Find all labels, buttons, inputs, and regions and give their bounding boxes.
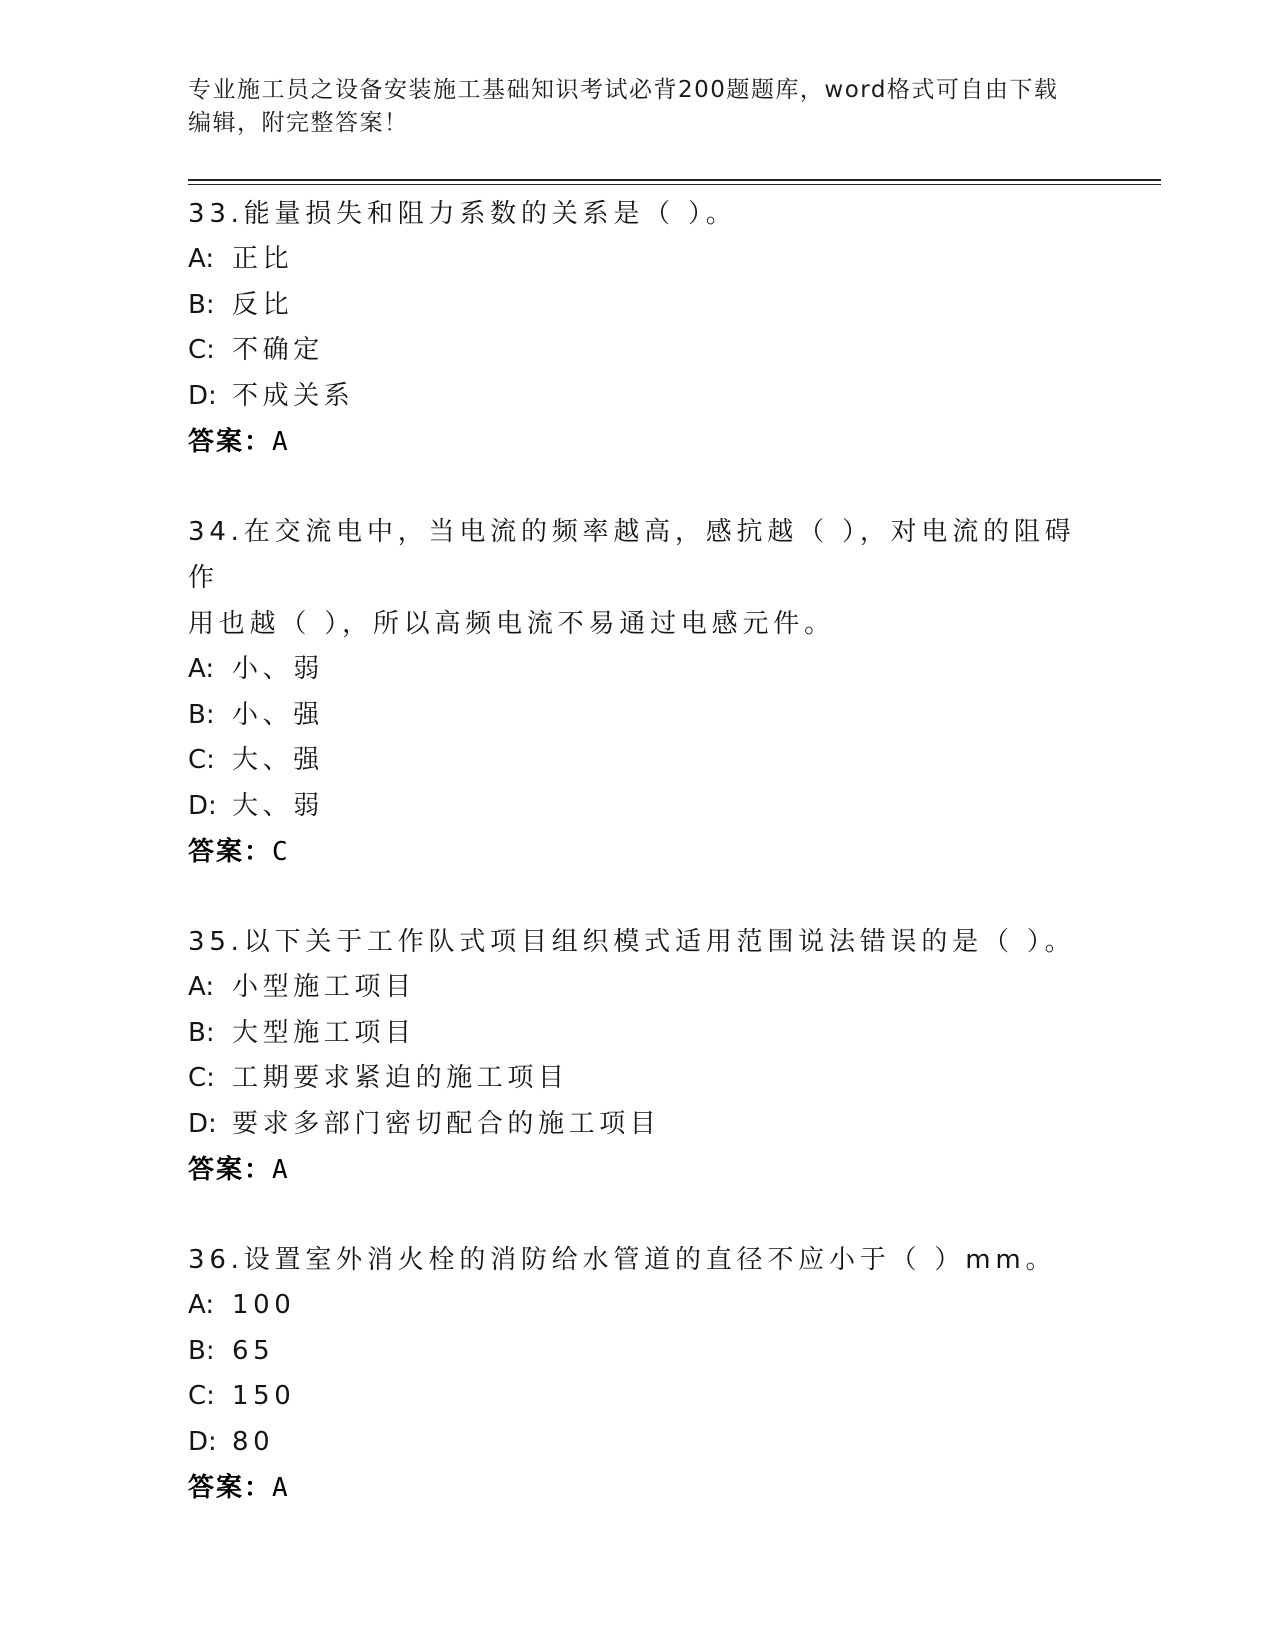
option-letter: A: <box>188 1290 215 1320</box>
option-text: 65 <box>232 1335 275 1366</box>
question-stem-line-1: 34.在交流电中，当电流的频率越高，感抗越（ ），对电流的阻碍作 <box>188 517 1076 593</box>
answer-value: A <box>272 1155 288 1185</box>
header-line-1: 专业施工员之设备安装施工基础知识考试必背200题题库，word格式可自由下载 <box>188 77 1059 103</box>
option-text: 小型施工项目 <box>232 972 416 1002</box>
option-d <box>188 784 1088 830</box>
option-letter: D: <box>188 380 217 411</box>
option-c <box>188 738 1088 784</box>
option-text: 100 <box>232 1290 296 1320</box>
option-b <box>188 1011 1088 1057</box>
answer-label: 答案： <box>188 427 273 457</box>
option-letter: A: <box>188 244 215 274</box>
option-a <box>188 965 1088 1011</box>
option-c <box>188 328 1088 374</box>
option-text: 80 <box>232 1426 275 1457</box>
question-36 <box>188 1237 1088 1511</box>
option-letter: A: <box>188 972 215 1002</box>
option-d <box>188 374 1088 420</box>
option-letter: B: <box>188 1335 215 1366</box>
answer-value: C <box>272 837 288 867</box>
option-text: 不成关系 <box>232 380 355 411</box>
option-text: 要求多部门密切配合的施工项目 <box>232 1108 661 1139</box>
option-letter: B: <box>188 699 215 730</box>
document-header <box>188 74 1088 140</box>
option-c <box>188 1056 1088 1102</box>
question-stem: 36.设置室外消火栓的消防给水管道的直径不应小于（ ）mm。 <box>188 1245 1057 1275</box>
question-list <box>188 191 1088 1555</box>
option-text: 小、弱 <box>232 654 324 684</box>
option-letter: C: <box>188 1063 215 1093</box>
option-letter: B: <box>188 289 215 320</box>
answer-line <box>188 1465 1088 1511</box>
answer-value: A <box>272 1473 288 1503</box>
option-text: 反比 <box>232 289 294 320</box>
answer-line <box>188 419 1088 465</box>
answer-label: 答案： <box>188 1155 273 1185</box>
option-text: 150 <box>232 1381 296 1411</box>
option-b <box>188 283 1088 329</box>
option-d <box>188 1102 1088 1148</box>
question-stem-line-2: 用也越（ ），所以高频电流不易通过电感元件。 <box>188 609 835 639</box>
option-c <box>188 1374 1088 1420</box>
option-letter: C: <box>188 335 215 365</box>
option-letter: B: <box>188 1017 215 1048</box>
option-letter: C: <box>188 745 215 775</box>
option-a <box>188 647 1088 693</box>
option-letter: A: <box>188 654 215 684</box>
option-d <box>188 1420 1088 1466</box>
question-34 <box>188 509 1088 875</box>
option-a <box>188 237 1088 283</box>
option-text: 正比 <box>232 244 294 274</box>
question-35 <box>188 919 1088 1193</box>
question-stem: 33.能量损失和阻力系数的关系是（ ）。 <box>188 199 737 229</box>
option-text: 工期要求紧迫的施工项目 <box>232 1063 569 1093</box>
option-text: 大型施工项目 <box>232 1017 416 1048</box>
question-33 <box>188 191 1088 465</box>
option-b <box>188 1329 1088 1375</box>
answer-value: A <box>272 427 288 457</box>
question-stem: 35.以下关于工作队式项目组织模式适用范围说法错误的是（ ）。 <box>188 927 1076 957</box>
option-letter: C: <box>188 1381 215 1411</box>
option-letter: D: <box>188 790 217 821</box>
option-letter: D: <box>188 1108 217 1139</box>
option-a <box>188 1283 1088 1329</box>
header-divider-thick <box>188 179 1161 181</box>
option-text: 大、弱 <box>232 790 324 821</box>
header-divider-thin <box>188 184 1161 185</box>
option-letter: D: <box>188 1426 217 1457</box>
answer-line <box>188 1147 1088 1193</box>
header-line-2: 编辑，附完整答案！ <box>188 110 409 136</box>
option-text: 不确定 <box>232 335 324 365</box>
answer-line <box>188 829 1088 875</box>
option-b <box>188 693 1088 739</box>
option-text: 大、强 <box>232 745 324 775</box>
answer-label: 答案： <box>188 837 273 867</box>
option-text: 小、强 <box>232 699 324 730</box>
answer-label: 答案： <box>188 1473 273 1503</box>
